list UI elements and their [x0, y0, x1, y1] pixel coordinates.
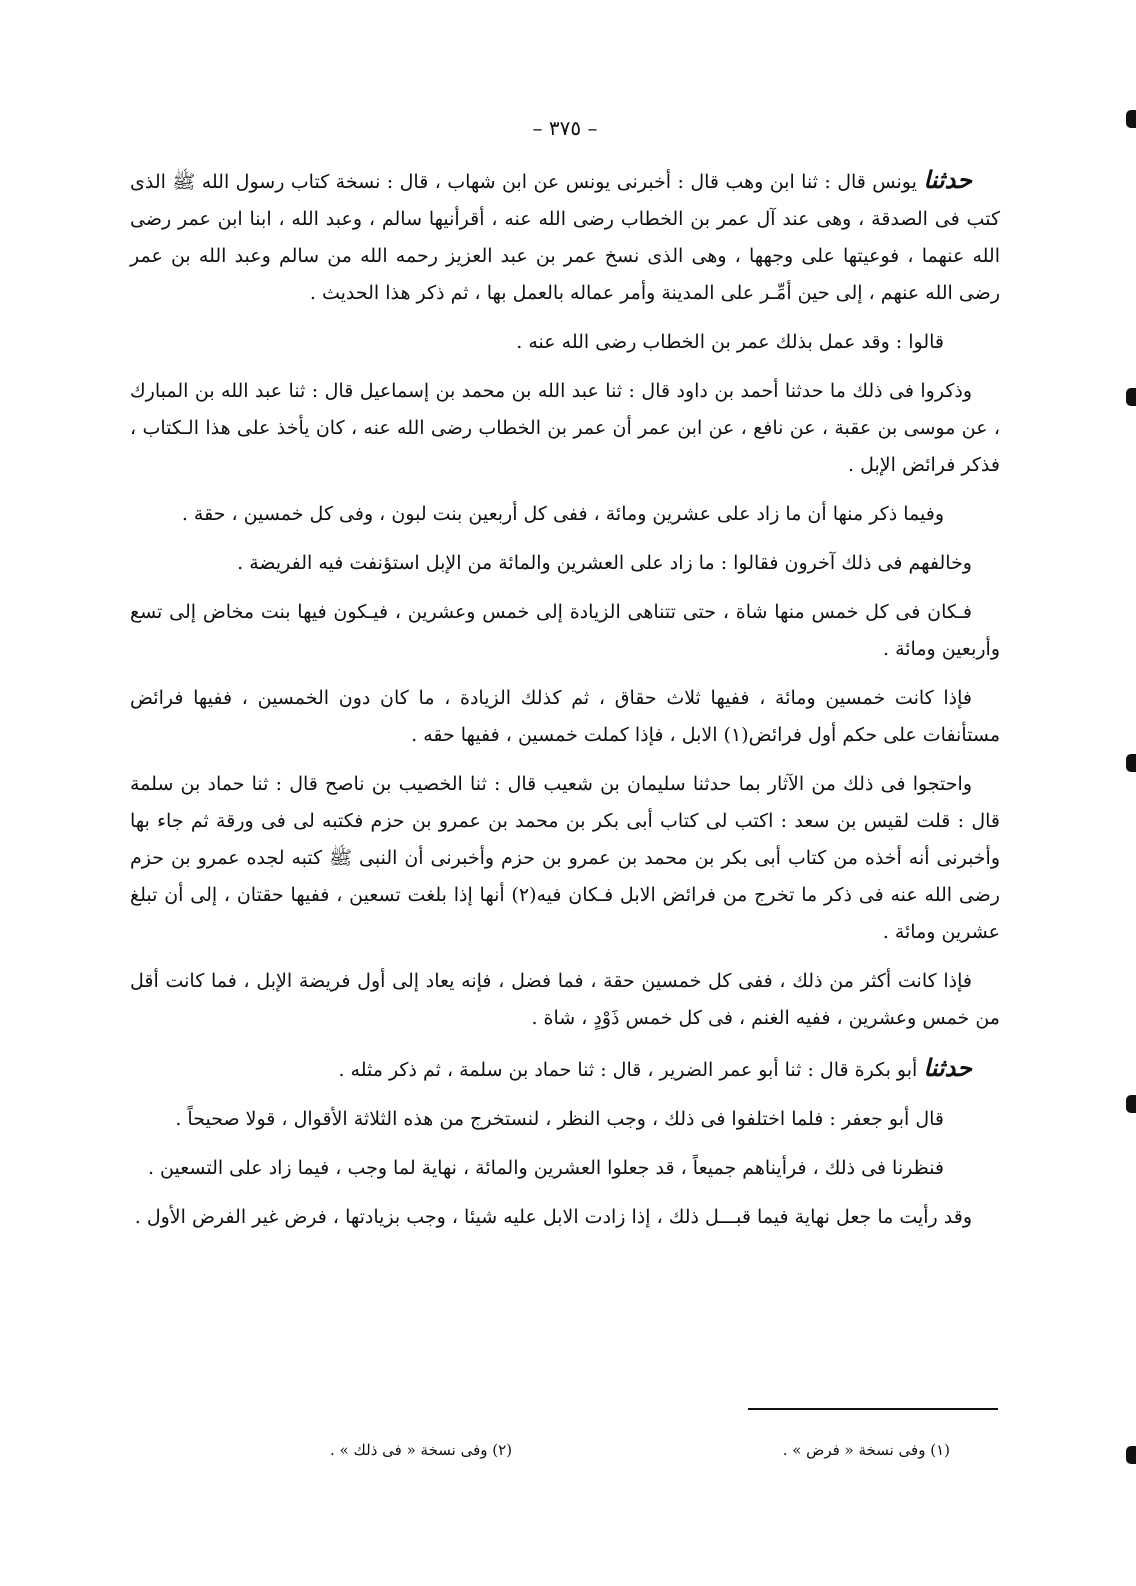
footnote-1: (١) وفى نسخة « فرض » . — [782, 1441, 950, 1459]
paragraph-text: وفيما ذكر منها أن ما زاد على عشرين ومائة ، ففى كل أربعين بنت لبون ، وفى كل خمسين ، حقة . — [181, 503, 944, 525]
paragraph-text: وخالفهم فى ذلك آخرون فقالوا : ما زاد على العشرين والمائة من الإبل استؤنفت فيه الفريضة . — [237, 552, 972, 574]
document-page — [130, 110, 1000, 1248]
hadith-lead-word: حدثنا — [923, 165, 972, 194]
paragraph-1 — [130, 161, 1000, 312]
paragraph-text: واحتجوا فى ذلك من الآثار بما حدثنا سليمان بن شعيب قال : ثنا الخصيب بن ناصح قال : ثنا حماد بن سلمة قال : قلت لقيس بن سعد : اكتب لى كتاب أبى بكر بن محمد بن عمرو بن حزم فكتبه لى فى ورقة ثم جاء بها وأخبرنى أنه أخذه من كتاب أبى بكر بن محمد بن عمرو بن حزم وأخبرنى أن النبى ﷺ كتبه لجده عمرو بن حزم رضى الله عنه فى ذكر ما تخرج من فرائض الابل فـكان فيه(٢) أنها إذا بلغت تسعين ، ففيها حقتان ، إلى أن تبلغ عشرين ومائة . — [130, 773, 1000, 943]
scan-edge-mark — [1126, 388, 1136, 406]
footnote-2: (٢) وفى نسخة « فى ذلك » . — [330, 1441, 513, 1459]
paragraph-9 — [130, 963, 1000, 1037]
paragraph-5 — [130, 545, 1000, 582]
paragraph-text: أبو بكرة قال : ثنا أبو عمر الضرير ، قال : ثنا حماد بن سلمة ، ثم ذكر مثله . — [338, 1059, 924, 1081]
paragraph-text: فإذا كانت أكثر من ذلك ، ففى كل خمسين حقة ، فما فضل ، فإنه يعاد إلى أول فريضة الإبل ، فما كانت أقل من خمس وعشرين ، ففيه الغنم ، فى كل خمس ذَوْدٍ ، شاة . — [130, 970, 1000, 1029]
paragraph-11 — [130, 1101, 1000, 1138]
paragraph-2 — [130, 324, 1000, 361]
paragraph-3 — [130, 373, 1000, 484]
paragraph-text: فنظرنا فى ذلك ، فرأيناهم جميعاً ، قد جعلوا العشرين والمائة ، نهاية لما وجب ، فيما زاد على التسعين . — [147, 1157, 944, 1179]
paragraph-7 — [130, 680, 1000, 754]
paragraph-4 — [130, 496, 1000, 533]
page-number: – ٣٧٥ – — [532, 116, 598, 140]
paragraph-text: فإذا كانت خمسين ومائة ، ففيها ثلاث حقاق ، ثم كذلك الزيادة ، ما كان دون الخمسين ، ففيها فرائض مستأنفات على حكم أول فرائض(١) الابل ، فإذا كملت خمسين ، ففيها حقه . — [130, 687, 1000, 746]
footnote-divider — [748, 1408, 998, 1410]
paragraph-6 — [130, 594, 1000, 668]
paragraph-text: فـكان فى كل خمس منها شاة ، حتى تتناهى الزيادة إلى خمس وعشرين ، فيـكون فيها بنت مخاض إلى تسع وأربعين ومائة . — [130, 601, 1000, 660]
paragraph-text: وذكروا فى ذلك ما حدثنا أحمد بن داود قال : ثنا عبد الله بن محمد بن إسماعيل قال : ثنا عبد الله بن المبارك ، عن موسى بن عقبة ، عن نافع ، عن ابن عمر أن عمر بن الخطاب رضى الله عنه ، كان يأخذ على هذا الـكتاب ، فذكر فرائض الإبل . — [130, 380, 1000, 476]
scan-edge-mark — [1126, 110, 1136, 128]
paragraph-text: يونس قال : ثنا ابن وهب قال : أخبرنى يونس عن ابن شهاب ، قال : نسخة كتاب رسول الله ﷺ الذى كتب فى الصدقة ، وهى عند آل عمر بن الخطاب رضى الله عنه ، أقرأنيها سالم ، وعبد الله ، ابنا ابن عمر رضى الله عنهما ، فوعيتها على وجهها ، وهى الذى نسخ عمر بن عبد العزيز رحمه الله من سالم وعبد الله بن عمر رضى الله عنهم ، إلى حين أمِّـر على المدينة وأمر عماله بالعمل بها ، ثم ذكر هذا الحديث . — [130, 171, 1000, 304]
paragraph-13 — [130, 1199, 1000, 1236]
scan-edge-mark — [1126, 1446, 1136, 1464]
hadith-lead-word: حدثنا — [923, 1053, 972, 1082]
paragraph-text: قال أبو جعفر : فلما اختلفوا فى ذلك ، وجب النظر ، لنستخرج من هذه الثلاثة الأقوال ، قولا صحيحاً . — [175, 1108, 944, 1130]
paragraph-8 — [130, 766, 1000, 951]
paragraph-text: وقد رأيت ما جعل نهاية فيما قبـــل ذلك ، إذا زادت الابل عليه شيئا ، وجب بزيادتها ، فرض غير الفرض الأول . — [134, 1206, 972, 1228]
paragraph-text: قالوا : وقد عمل بذلك عمر بن الخطاب رضى الله عنه . — [516, 331, 944, 353]
paragraph-12 — [130, 1150, 1000, 1187]
paragraph-10 — [130, 1049, 1000, 1089]
scan-edge-mark — [1126, 754, 1136, 772]
scan-edge-mark — [1126, 1095, 1136, 1113]
footnotes — [330, 1438, 950, 1462]
